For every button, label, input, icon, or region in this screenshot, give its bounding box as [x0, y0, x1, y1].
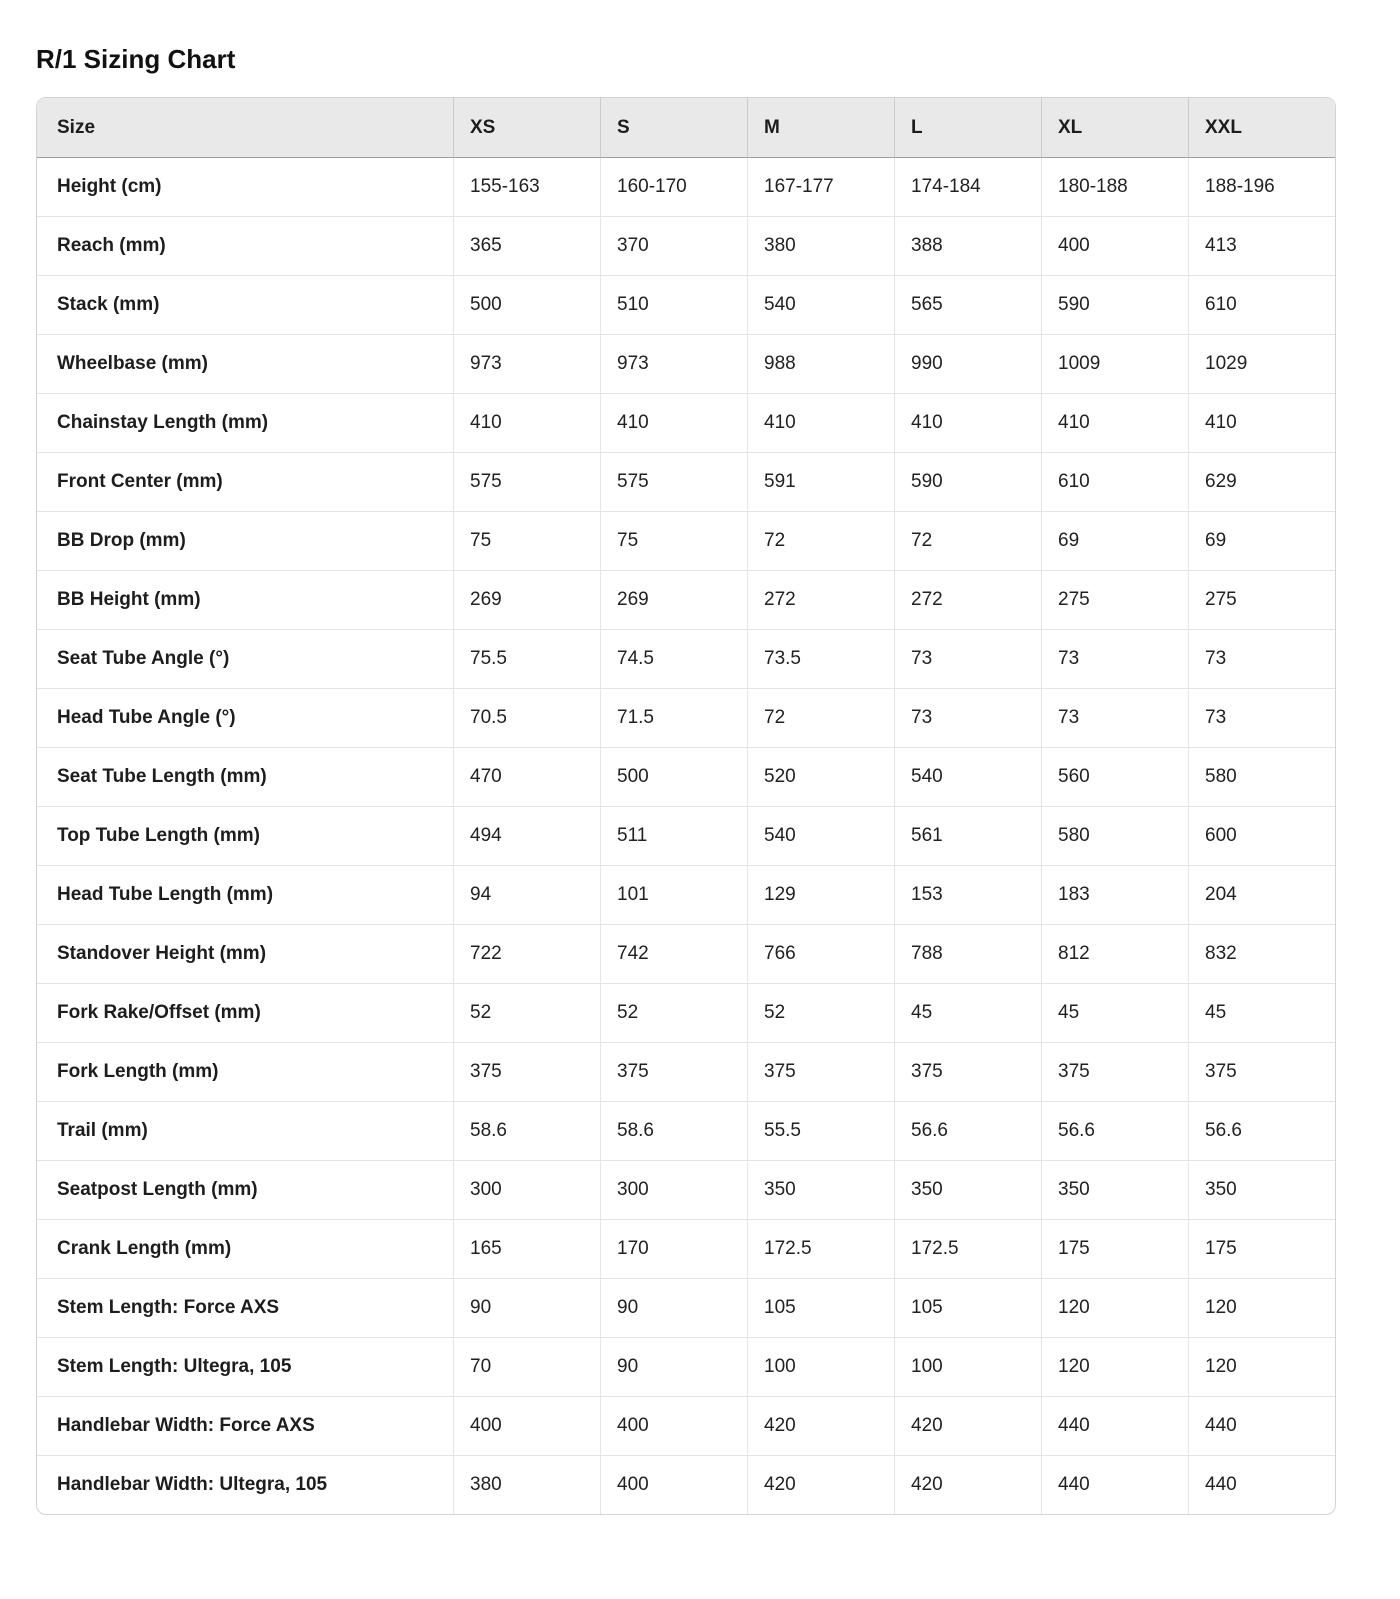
cell-value: 120 [1041, 1338, 1188, 1397]
cell-value: 129 [747, 866, 894, 925]
cell-value: 174-184 [894, 158, 1041, 217]
cell-value: 973 [453, 335, 600, 394]
cell-value: 300 [600, 1161, 747, 1220]
cell-value: 75 [453, 512, 600, 571]
cell-value: 388 [894, 217, 1041, 276]
cell-value: 400 [1041, 217, 1188, 276]
cell-value: 540 [894, 748, 1041, 807]
cell-value: 591 [747, 453, 894, 512]
cell-value: 155-163 [453, 158, 600, 217]
cell-value: 56.6 [894, 1102, 1041, 1161]
cell-value: 500 [453, 276, 600, 335]
table-row [37, 571, 1335, 630]
table-row [37, 512, 1335, 571]
column-header-s: S [600, 98, 747, 158]
cell-value: 742 [600, 925, 747, 984]
cell-value: 375 [894, 1043, 1041, 1102]
row-label: Reach (mm) [37, 217, 453, 276]
cell-value: 73 [894, 630, 1041, 689]
cell-value: 73 [1188, 630, 1335, 689]
row-label: BB Height (mm) [37, 571, 453, 630]
table-row [37, 630, 1335, 689]
cell-value: 71.5 [600, 689, 747, 748]
cell-value: 272 [747, 571, 894, 630]
row-label: Trail (mm) [37, 1102, 453, 1161]
cell-value: 540 [747, 807, 894, 866]
cell-value: 350 [1188, 1161, 1335, 1220]
row-label: Head Tube Angle (°) [37, 689, 453, 748]
cell-value: 580 [1188, 748, 1335, 807]
cell-value: 440 [1041, 1456, 1188, 1514]
row-label: BB Drop (mm) [37, 512, 453, 571]
cell-value: 105 [747, 1279, 894, 1338]
cell-value: 440 [1041, 1397, 1188, 1456]
cell-value: 375 [453, 1043, 600, 1102]
cell-value: 73 [894, 689, 1041, 748]
cell-value: 520 [747, 748, 894, 807]
cell-value: 45 [1041, 984, 1188, 1043]
cell-value: 183 [1041, 866, 1188, 925]
column-header-m: M [747, 98, 894, 158]
cell-value: 375 [1041, 1043, 1188, 1102]
cell-value: 101 [600, 866, 747, 925]
cell-value: 590 [1041, 276, 1188, 335]
cell-value: 73 [1188, 689, 1335, 748]
column-header-size: Size [37, 98, 453, 158]
table-row [37, 158, 1335, 217]
cell-value: 832 [1188, 925, 1335, 984]
row-label: Handlebar Width: Force AXS [37, 1397, 453, 1456]
cell-value: 100 [894, 1338, 1041, 1397]
table-row [37, 807, 1335, 866]
cell-value: 565 [894, 276, 1041, 335]
table-row [37, 1161, 1335, 1220]
table-row [37, 453, 1335, 512]
row-label: Seat Tube Length (mm) [37, 748, 453, 807]
cell-value: 73.5 [747, 630, 894, 689]
cell-value: 600 [1188, 807, 1335, 866]
cell-value: 52 [453, 984, 600, 1043]
cell-value: 575 [600, 453, 747, 512]
cell-value: 375 [1188, 1043, 1335, 1102]
cell-value: 72 [894, 512, 1041, 571]
cell-value: 58.6 [600, 1102, 747, 1161]
table-row [37, 1397, 1335, 1456]
cell-value: 90 [600, 1279, 747, 1338]
cell-value: 400 [453, 1397, 600, 1456]
cell-value: 69 [1188, 512, 1335, 571]
cell-value: 420 [747, 1397, 894, 1456]
cell-value: 160-170 [600, 158, 747, 217]
cell-value: 990 [894, 335, 1041, 394]
table-row [37, 1338, 1335, 1397]
cell-value: 629 [1188, 453, 1335, 512]
table-row [37, 276, 1335, 335]
cell-value: 56.6 [1188, 1102, 1335, 1161]
cell-value: 58.6 [453, 1102, 600, 1161]
cell-value: 420 [894, 1456, 1041, 1514]
cell-value: 175 [1188, 1220, 1335, 1279]
cell-value: 420 [747, 1456, 894, 1514]
cell-value: 470 [453, 748, 600, 807]
row-label: Chainstay Length (mm) [37, 394, 453, 453]
cell-value: 120 [1041, 1279, 1188, 1338]
row-label: Seatpost Length (mm) [37, 1161, 453, 1220]
table-row [37, 1220, 1335, 1279]
row-label: Stem Length: Ultegra, 105 [37, 1338, 453, 1397]
cell-value: 275 [1041, 571, 1188, 630]
row-label: Seat Tube Angle (°) [37, 630, 453, 689]
cell-value: 370 [600, 217, 747, 276]
cell-value: 410 [1188, 394, 1335, 453]
row-label: Standover Height (mm) [37, 925, 453, 984]
cell-value: 167-177 [747, 158, 894, 217]
table-row [37, 1456, 1335, 1514]
column-header-xl: XL [1041, 98, 1188, 158]
row-label: Handlebar Width: Ultegra, 105 [37, 1456, 453, 1514]
table-row [37, 925, 1335, 984]
cell-value: 500 [600, 748, 747, 807]
cell-value: 973 [600, 335, 747, 394]
row-label: Stem Length: Force AXS [37, 1279, 453, 1338]
cell-value: 72 [747, 512, 894, 571]
cell-value: 165 [453, 1220, 600, 1279]
cell-value: 70 [453, 1338, 600, 1397]
row-label: Stack (mm) [37, 276, 453, 335]
cell-value: 1029 [1188, 335, 1335, 394]
cell-value: 413 [1188, 217, 1335, 276]
sizing-chart-table [36, 97, 1336, 1515]
cell-value: 375 [600, 1043, 747, 1102]
cell-value: 420 [894, 1397, 1041, 1456]
cell-value: 400 [600, 1397, 747, 1456]
cell-value: 400 [600, 1456, 747, 1514]
cell-value: 410 [894, 394, 1041, 453]
cell-value: 172.5 [894, 1220, 1041, 1279]
cell-value: 766 [747, 925, 894, 984]
cell-value: 610 [1188, 276, 1335, 335]
cell-value: 788 [894, 925, 1041, 984]
cell-value: 350 [747, 1161, 894, 1220]
table-row [37, 394, 1335, 453]
row-label: Top Tube Length (mm) [37, 807, 453, 866]
table-row [37, 1043, 1335, 1102]
cell-value: 272 [894, 571, 1041, 630]
cell-value: 204 [1188, 866, 1335, 925]
cell-value: 180-188 [1041, 158, 1188, 217]
cell-value: 580 [1041, 807, 1188, 866]
cell-value: 590 [894, 453, 1041, 512]
row-label: Head Tube Length (mm) [37, 866, 453, 925]
cell-value: 52 [600, 984, 747, 1043]
table-header-row [37, 98, 1335, 158]
cell-value: 45 [894, 984, 1041, 1043]
cell-value: 1009 [1041, 335, 1188, 394]
table-row [37, 1102, 1335, 1161]
cell-value: 350 [894, 1161, 1041, 1220]
cell-value: 494 [453, 807, 600, 866]
cell-value: 380 [747, 217, 894, 276]
table-row [37, 984, 1335, 1043]
cell-value: 153 [894, 866, 1041, 925]
cell-value: 540 [747, 276, 894, 335]
cell-value: 72 [747, 689, 894, 748]
cell-value: 410 [453, 394, 600, 453]
cell-value: 69 [1041, 512, 1188, 571]
cell-value: 105 [894, 1279, 1041, 1338]
column-header-xs: XS [453, 98, 600, 158]
row-label: Wheelbase (mm) [37, 335, 453, 394]
cell-value: 73 [1041, 689, 1188, 748]
cell-value: 175 [1041, 1220, 1188, 1279]
cell-value: 410 [1041, 394, 1188, 453]
cell-value: 440 [1188, 1397, 1335, 1456]
cell-value: 94 [453, 866, 600, 925]
cell-value: 269 [453, 571, 600, 630]
cell-value: 45 [1188, 984, 1335, 1043]
cell-value: 75 [600, 512, 747, 571]
table-row [37, 689, 1335, 748]
cell-value: 73 [1041, 630, 1188, 689]
cell-value: 52 [747, 984, 894, 1043]
cell-value: 610 [1041, 453, 1188, 512]
cell-value: 269 [600, 571, 747, 630]
cell-value: 120 [1188, 1338, 1335, 1397]
cell-value: 510 [600, 276, 747, 335]
cell-value: 90 [453, 1279, 600, 1338]
column-header-l: L [894, 98, 1041, 158]
cell-value: 55.5 [747, 1102, 894, 1161]
table-row [37, 335, 1335, 394]
cell-value: 410 [600, 394, 747, 453]
cell-value: 275 [1188, 571, 1335, 630]
cell-value: 120 [1188, 1279, 1335, 1338]
cell-value: 172.5 [747, 1220, 894, 1279]
cell-value: 100 [747, 1338, 894, 1397]
cell-value: 575 [453, 453, 600, 512]
cell-value: 722 [453, 925, 600, 984]
cell-value: 561 [894, 807, 1041, 866]
cell-value: 560 [1041, 748, 1188, 807]
row-label: Height (cm) [37, 158, 453, 217]
table-row [37, 748, 1335, 807]
table-row [37, 1279, 1335, 1338]
row-label: Fork Length (mm) [37, 1043, 453, 1102]
cell-value: 365 [453, 217, 600, 276]
table-row [37, 866, 1335, 925]
cell-value: 380 [453, 1456, 600, 1514]
cell-value: 988 [747, 335, 894, 394]
column-header-xxl: XXL [1188, 98, 1335, 158]
cell-value: 74.5 [600, 630, 747, 689]
cell-value: 56.6 [1041, 1102, 1188, 1161]
cell-value: 188-196 [1188, 158, 1335, 217]
cell-value: 170 [600, 1220, 747, 1279]
cell-value: 375 [747, 1043, 894, 1102]
cell-value: 350 [1041, 1161, 1188, 1220]
cell-value: 511 [600, 807, 747, 866]
cell-value: 812 [1041, 925, 1188, 984]
table-row [37, 217, 1335, 276]
page-title: R/1 Sizing Chart [36, 44, 236, 74]
row-label: Front Center (mm) [37, 453, 453, 512]
cell-value: 440 [1188, 1456, 1335, 1514]
cell-value: 70.5 [453, 689, 600, 748]
cell-value: 410 [747, 394, 894, 453]
cell-value: 75.5 [453, 630, 600, 689]
cell-value: 90 [600, 1338, 747, 1397]
row-label: Crank Length (mm) [37, 1220, 453, 1279]
cell-value: 300 [453, 1161, 600, 1220]
row-label: Fork Rake/Offset (mm) [37, 984, 453, 1043]
